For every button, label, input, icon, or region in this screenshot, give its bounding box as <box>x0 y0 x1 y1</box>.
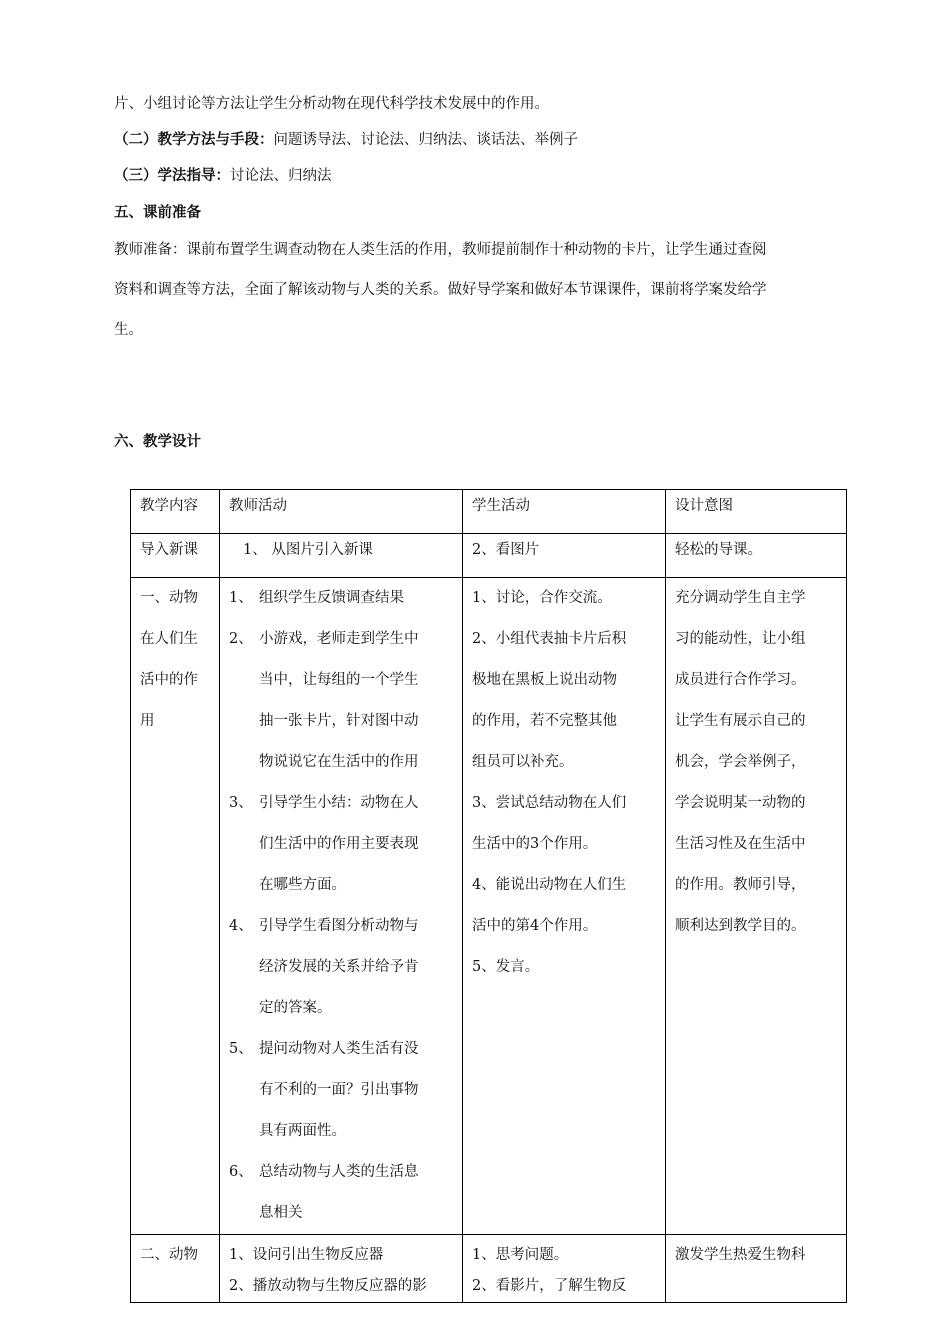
student-line: 4、能说出动物在人们生 <box>472 877 627 893</box>
teacher-item: 1、 组织学生反馈调查结果 <box>229 590 404 606</box>
intent-line: 机会，学会举例子， <box>675 754 806 770</box>
section5-line: 资料和调查等方法，全面了解该动物与人类的关系。做好导学案和做好本节课课件，课前将学案发给学 <box>114 282 767 298</box>
student-line: 2、看影片，了解生物反 <box>472 1278 627 1294</box>
header-cell: 教学内容 <box>131 490 220 534</box>
teacher-line: 有不利的一面？引出事物 <box>259 1082 419 1098</box>
guide-text: 讨论法、归纳法 <box>230 168 332 184</box>
section5-line: 教师准备：课前布置学生调查动物在人类生活的作用，教师提前制作十种动物的卡片，让学生通过查阅 <box>114 242 767 258</box>
intent-line: 习的能动性，让小组 <box>675 631 806 647</box>
teacher-cell <box>220 1235 463 1303</box>
content-line: 在人们生 <box>140 631 198 647</box>
teacher-line: 抽一张卡片，针对图中动 <box>259 713 419 729</box>
student-cell: 2、看图片 <box>463 534 666 578</box>
intent-line: 顺利达到教学目的。 <box>675 918 806 934</box>
student-line: 1、思考问题。 <box>472 1247 569 1263</box>
guide-line <box>114 166 854 186</box>
table-header-row <box>131 490 847 534</box>
teacher-item: 3、 引导学生小结：动物在人 <box>229 795 419 811</box>
student-line: 3、尝试总结动物在人们 <box>472 795 627 811</box>
teacher-line: 2、播放动物与生物反应器的影 <box>229 1278 427 1294</box>
intent-line: 充分调动学生自主学 <box>675 590 806 606</box>
content-cell: 导入新课 <box>131 534 220 578</box>
student-line: 2、小组代表抽卡片后积 <box>472 631 627 647</box>
teacher-line: 在哪些方面。 <box>259 877 346 893</box>
teacher-cell <box>220 534 463 578</box>
intent-line: 让学生有展示自己的 <box>675 713 806 729</box>
teacher-line: 息相关 <box>259 1205 303 1221</box>
teacher-item: 2、 小游戏，老师走到学生中 <box>229 631 419 647</box>
teaching-design-table <box>130 489 847 1303</box>
section5-heading: 五、课前准备 <box>114 205 201 221</box>
content-cell <box>131 578 220 1235</box>
student-line: 的作用，若不完整其他 <box>472 713 617 729</box>
header-cell: 设计意图 <box>666 490 847 534</box>
student-cell <box>463 1235 666 1303</box>
teacher-line: 定的答案。 <box>259 1000 332 1016</box>
intro-line: 片、小组讨论等方法让学生分析动物在现代科学技术发展中的作用。 <box>114 96 549 112</box>
intent-cell <box>666 578 847 1235</box>
table-row <box>131 578 847 1235</box>
content-line: 活中的作 <box>140 672 198 688</box>
teacher-item: 4、 引导学生看图分析动物与 <box>229 918 419 934</box>
teacher-item: 5、 提问动物对人类生活有没 <box>229 1041 419 1057</box>
table-row <box>131 534 847 578</box>
header-cell: 学生活动 <box>463 490 666 534</box>
student-line: 组员可以补充。 <box>472 754 574 770</box>
intent-line: 成员进行合作学习。 <box>675 672 806 688</box>
content-line: 一、动物 <box>140 590 198 606</box>
guide-label: （三）学法指导： <box>114 168 230 184</box>
intent-cell <box>666 1235 847 1303</box>
intent-line: 的作用。教师引导， <box>675 877 806 893</box>
teacher-line: 1、设问引出生物反应器 <box>229 1247 384 1263</box>
intent-line: 学会说明某一动物的 <box>675 795 806 811</box>
teacher-text: 1、 从图片引入新课 <box>243 542 373 558</box>
teacher-item: 6、 总结动物与人类的生活息 <box>229 1164 419 1180</box>
section5-line: 生。 <box>114 322 143 338</box>
intent-line: 激发学生热爱生物科 <box>675 1247 806 1263</box>
student-line: 极地在黑板上说出动物 <box>472 672 617 688</box>
content-line: 二、动物 <box>140 1247 198 1263</box>
teacher-line: 当中，让每组的一个学生 <box>259 672 419 688</box>
intent-line: 生活习性及在生活中 <box>675 836 806 852</box>
teacher-line: 物说说它在生活中的作用 <box>259 754 419 770</box>
intent-cell: 轻松的导课。 <box>666 534 847 578</box>
teacher-line: 具有两面性。 <box>259 1123 346 1139</box>
header-cell: 教师活动 <box>220 490 463 534</box>
content-cell <box>131 1235 220 1303</box>
student-line: 生活中的3个作用。 <box>472 836 598 852</box>
student-line: 5、发言。 <box>472 959 540 975</box>
teacher-line: 经济发展的关系并给予肯 <box>259 959 419 975</box>
teacher-line: 们生活中的作用主要表现 <box>259 836 419 852</box>
teacher-cell <box>220 578 463 1235</box>
methods-line <box>114 130 854 150</box>
methods-text: 问题诱导法、讨论法、归纳法、谈话法、举例子 <box>273 132 578 148</box>
section6-heading: 六、教学设计 <box>114 434 201 450</box>
student-line: 1、讨论，合作交流。 <box>472 590 612 606</box>
content-line: 用 <box>140 713 155 729</box>
table-row <box>131 1235 847 1303</box>
student-line: 活中的第4个作用。 <box>472 918 598 934</box>
methods-label: （二）教学方法与手段： <box>114 132 274 148</box>
student-cell <box>463 578 666 1235</box>
